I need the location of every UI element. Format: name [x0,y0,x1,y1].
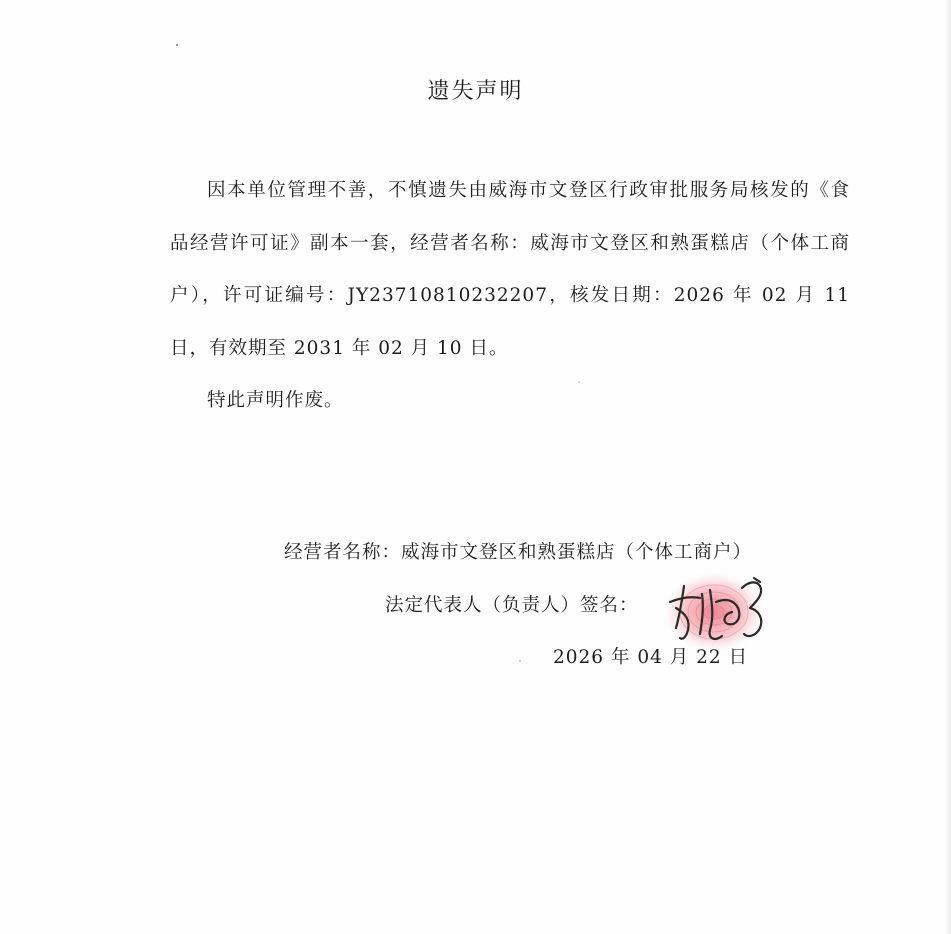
scan-speck [176,44,178,46]
scan-speck [519,660,521,662]
declaration-paragraph: 因本单位管理不善，不慎遗失由威海市文登区行政审批服务局核发的《食品经营许可证》副本一套，经营者名称：威海市文登区和熟蛋糕店（个体工商户），许可证编号：JY23710810232207，核发日期：2026 年 02 月 11 日，有效期至 2031 年 02 月 10 日。 [170,180,850,359]
scan-edge-shadow [945,0,951,934]
legal-representative-line: 法定代表人（负责人）签名： [385,595,639,616]
document-title: 遗失声明 [427,79,524,104]
void-statement: 特此声明作废。 [207,390,344,411]
signing-date: 2026 年 04 月 22 日 [553,647,749,668]
declaration-body [170,165,850,428]
operator-name-line: 经营者名称：威海市文登区和熟蛋糕店（个体工商户） [284,542,753,563]
